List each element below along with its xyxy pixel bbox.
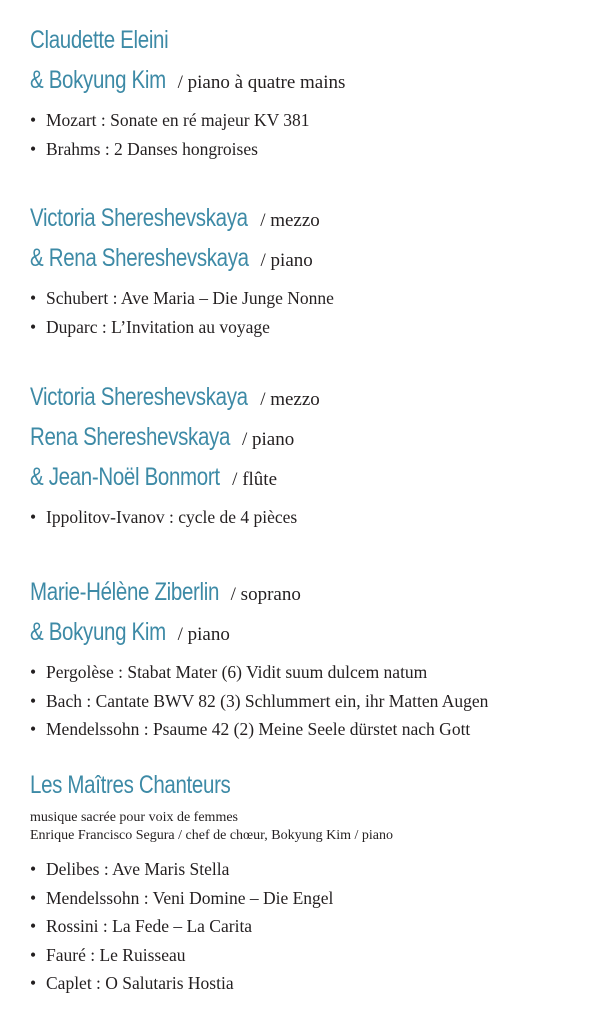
work-title: Mendelssohn : Psaume 42 (2) Meine Seele dürstet nach Gott — [46, 719, 471, 739]
work-title: Brahms : 2 Danses hongroises — [46, 138, 258, 159]
performer-line — [30, 20, 345, 60]
bullet: • — [30, 662, 37, 682]
performer-role: / mezzo — [260, 210, 320, 231]
performer-role: / piano à quatre mains — [177, 72, 346, 93]
ensemble-name: Les Maîtres Chanteurs — [30, 771, 231, 799]
bullet: • — [30, 859, 37, 879]
bullet: • — [30, 316, 37, 337]
program-section — [30, 198, 334, 341]
work-title: Mozart : Sonate en ré majeur KV 381 — [46, 110, 310, 130]
performer-line — [30, 238, 334, 278]
bullet: • — [30, 916, 37, 936]
performer-name: Claudette Eleini — [30, 26, 169, 54]
work-title: Pergolèse : Stabat Mater (6) Vidit suum dulcem natum — [46, 662, 428, 682]
ensemble-credits: Enrique Francisco Segura / chef de chœur, Bokyung Kim / piano — [30, 828, 393, 843]
bullet: • — [30, 887, 37, 908]
performer-role: / flûte — [232, 469, 278, 490]
list-item — [30, 884, 393, 913]
list-item — [30, 715, 488, 744]
works-list — [30, 658, 488, 744]
performer-name: & Rena Shereshevskaya — [30, 244, 249, 272]
work-title: Schubert : Ave Maria – Die Junge Nonne — [46, 288, 334, 308]
list-item — [30, 284, 334, 313]
bullet: • — [30, 507, 37, 527]
works-list — [30, 284, 334, 341]
performer-role: / soprano — [230, 584, 301, 605]
performer-role: / piano — [242, 429, 295, 450]
work-title: Ippolitov-Ivanov : cycle de 4 pièces — [46, 507, 298, 527]
performer-name: Victoria Shereshevskaya — [30, 204, 248, 232]
list-item — [30, 969, 393, 998]
list-item — [30, 106, 345, 135]
performer-line — [30, 572, 488, 612]
works-list — [30, 855, 393, 998]
bullet: • — [30, 110, 37, 130]
work-title: Bach : Cantate BWV 82 (3) Schlummert ein, ihr Matten Augen — [46, 690, 489, 711]
program-section — [30, 765, 393, 998]
ensemble-description: musique sacrée pour voix de femmes — [30, 810, 238, 825]
bullet: • — [30, 719, 37, 739]
ensemble-notes — [30, 809, 393, 845]
performer-line — [30, 377, 320, 417]
performer-line — [30, 60, 345, 100]
performer-role: / piano — [260, 250, 313, 271]
program-section — [30, 572, 488, 744]
works-list — [30, 503, 320, 532]
work-title: Delibes : Ave Maris Stella — [46, 859, 230, 879]
works-list — [30, 106, 345, 163]
work-title: Fauré : Le Ruisseau — [46, 944, 186, 965]
work-title: Duparc : L’Invitation au voyage — [46, 316, 270, 337]
list-item — [30, 912, 393, 941]
performer-name: & Bokyung Kim — [30, 66, 166, 94]
performer-name: Victoria Shereshevskaya — [30, 383, 248, 411]
bullet: • — [30, 944, 37, 965]
bullet: • — [30, 973, 37, 993]
list-item — [30, 503, 320, 532]
performer-line — [30, 765, 393, 805]
performer-name: Rena Shereshevskaya — [30, 423, 231, 451]
performer-line — [30, 417, 320, 457]
performer-name: & Jean-Noël Bonmort — [30, 463, 220, 491]
work-title: Rossini : La Fede – La Carita — [46, 916, 253, 936]
bullet: • — [30, 138, 37, 159]
performer-line — [30, 457, 320, 497]
program-section — [30, 377, 320, 532]
list-item — [30, 855, 393, 884]
bullet: • — [30, 690, 37, 711]
work-title: Mendelssohn : Veni Domine – Die Engel — [46, 887, 334, 908]
work-title: Caplet : O Salutaris Hostia — [46, 973, 234, 993]
performer-role: / piano — [177, 624, 230, 645]
performer-name: Marie-Hélène Ziberlin — [30, 578, 220, 606]
list-item — [30, 658, 488, 687]
list-item — [30, 135, 345, 164]
performer-line — [30, 612, 488, 652]
list-item — [30, 313, 334, 342]
bullet: • — [30, 288, 37, 308]
program-section — [30, 20, 345, 163]
performer-line — [30, 198, 334, 238]
performer-role: / mezzo — [260, 389, 320, 410]
list-item — [30, 941, 393, 970]
performer-name: & Bokyung Kim — [30, 618, 166, 646]
list-item — [30, 687, 488, 716]
